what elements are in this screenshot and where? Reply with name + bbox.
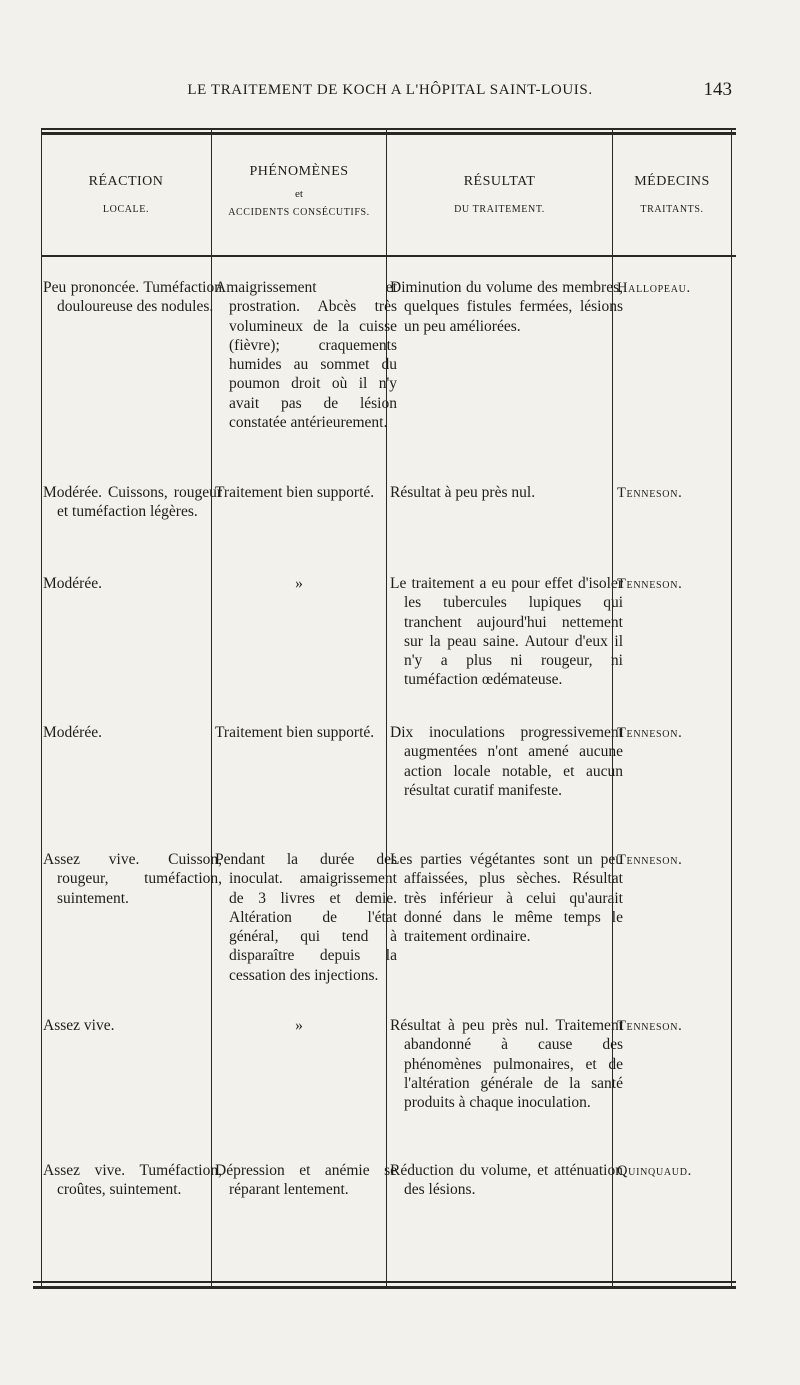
table-bottom-rule-thick xyxy=(33,1286,736,1289)
medecin-cell: Tenneson. xyxy=(617,1018,683,1034)
resultat-cell: Diminution du volume des membres, quelques fistules fermées, lésions un peu améliorées. xyxy=(390,279,623,335)
resultat-cell: Le traitement a eu pour effet d'isoler les tubercules lupiques qui tranchent aujourd'hui nettement sur la peau saine. Autour d'eux il n'y a plus ni rougeur, ni tuméfaction œdémateuse. xyxy=(390,575,623,689)
resultat-cell: Résultat à peu près nul. Traitement abandonné à cause des phénomènes pulmonaires, et de l'altération générale de la santé produits à chaque inoculation. xyxy=(390,1017,623,1112)
resultat-cell: Les parties végétantes sont un peu affaissées, plus sèches. Résultat très inférieur à celui qu'aurait donné dans le même temps le traitement ordinaire. xyxy=(390,851,623,946)
medecin-cell: Tenneson. xyxy=(617,576,683,592)
resultat-cell: Réduction du volume, et atténuation des lésions. xyxy=(390,1162,623,1199)
phenomenes-cell: » xyxy=(295,1017,303,1034)
reaction-cell: Modérée. Cuissons, rougeur et tuméfaction légères. xyxy=(43,484,222,521)
results-table xyxy=(33,128,736,1381)
medecin-cell: Tenneson. xyxy=(617,852,683,868)
page-header xyxy=(40,79,740,110)
running-title: LE TRAITEMENT DE KOCH A L'HÔPITAL SAINT-LOUIS. xyxy=(187,82,593,98)
column-header-reaction xyxy=(43,174,209,215)
medecin-cell: Quinquaud. xyxy=(617,1163,692,1179)
column-header-phenomenes xyxy=(213,164,385,218)
phenomenes-cell: » xyxy=(295,575,303,592)
medecin-cell: Tenneson. xyxy=(617,485,683,501)
column-divider-left xyxy=(41,128,42,1286)
page-number: 143 xyxy=(703,79,732,100)
resultat-cell: Résultat à peu près nul. xyxy=(390,484,536,501)
reaction-cell: Assez vive. Cuisson, rougeur, tuméfaction, suintement. xyxy=(43,851,222,907)
column-title: MÉDECINS xyxy=(634,174,710,189)
column-subtitle: DU TRAITEMENT. xyxy=(454,204,545,215)
column-header-medecins xyxy=(614,174,730,215)
reaction-cell: Peu prononcée. Tuméfaction douloureuse des nodules. xyxy=(43,279,222,316)
reaction-cell: Modérée. xyxy=(43,575,102,592)
column-subtitle: ACCIDENTS CONSÉCUTIFS. xyxy=(228,207,370,218)
reaction-cell: Assez vive. Tuméfaction, croûtes, suintement. xyxy=(43,1162,222,1199)
table-bottom-rule xyxy=(33,1281,736,1283)
header-divider xyxy=(41,255,736,257)
phenomenes-cell: Pendant la durée des inoculat. amaigrissement de 3 livres et demie. Altération de l'état général, qui tend à disparaître depuis la cessation des injections. xyxy=(215,851,397,984)
phenomenes-cell: Traitement bien supporté. xyxy=(215,484,375,501)
column-subtitle: LOCALE. xyxy=(102,204,150,215)
medecin-cell: Hallopeau. xyxy=(617,280,691,296)
column-title: PHÉNOMÈNES xyxy=(249,164,349,179)
column-subtitle: TRAITANTS. xyxy=(640,204,704,215)
reaction-cell: Modérée. xyxy=(43,724,102,741)
column-title: RÉSULTAT xyxy=(463,174,536,189)
medecin-cell: Tenneson. xyxy=(617,725,683,741)
column-header-resultat xyxy=(388,174,611,215)
column-divider-right xyxy=(731,128,732,1286)
resultat-cell: Dix inoculations progressivement augmentées n'ont amené aucune action locale notable, et aucun résultat curatif manifeste. xyxy=(390,724,623,799)
phenomenes-cell: Amaigrissement et prostration. Abcès très volumineux de la cuisse (fièvre); craquements humides au sommet du poumon droit où il n'y avait pas de lésion constatée antérieurement. xyxy=(215,279,397,432)
column-connector: et xyxy=(295,188,303,200)
table-top-rule-thick xyxy=(41,132,736,135)
column-title: RÉACTION xyxy=(88,174,164,189)
phenomenes-cell: Dépression et anémie se réparant lentement. xyxy=(215,1162,397,1199)
reaction-cell: Assez vive. xyxy=(43,1017,115,1034)
phenomenes-cell: Traitement bien supporté. xyxy=(215,724,375,741)
table-top-rule xyxy=(41,128,736,130)
